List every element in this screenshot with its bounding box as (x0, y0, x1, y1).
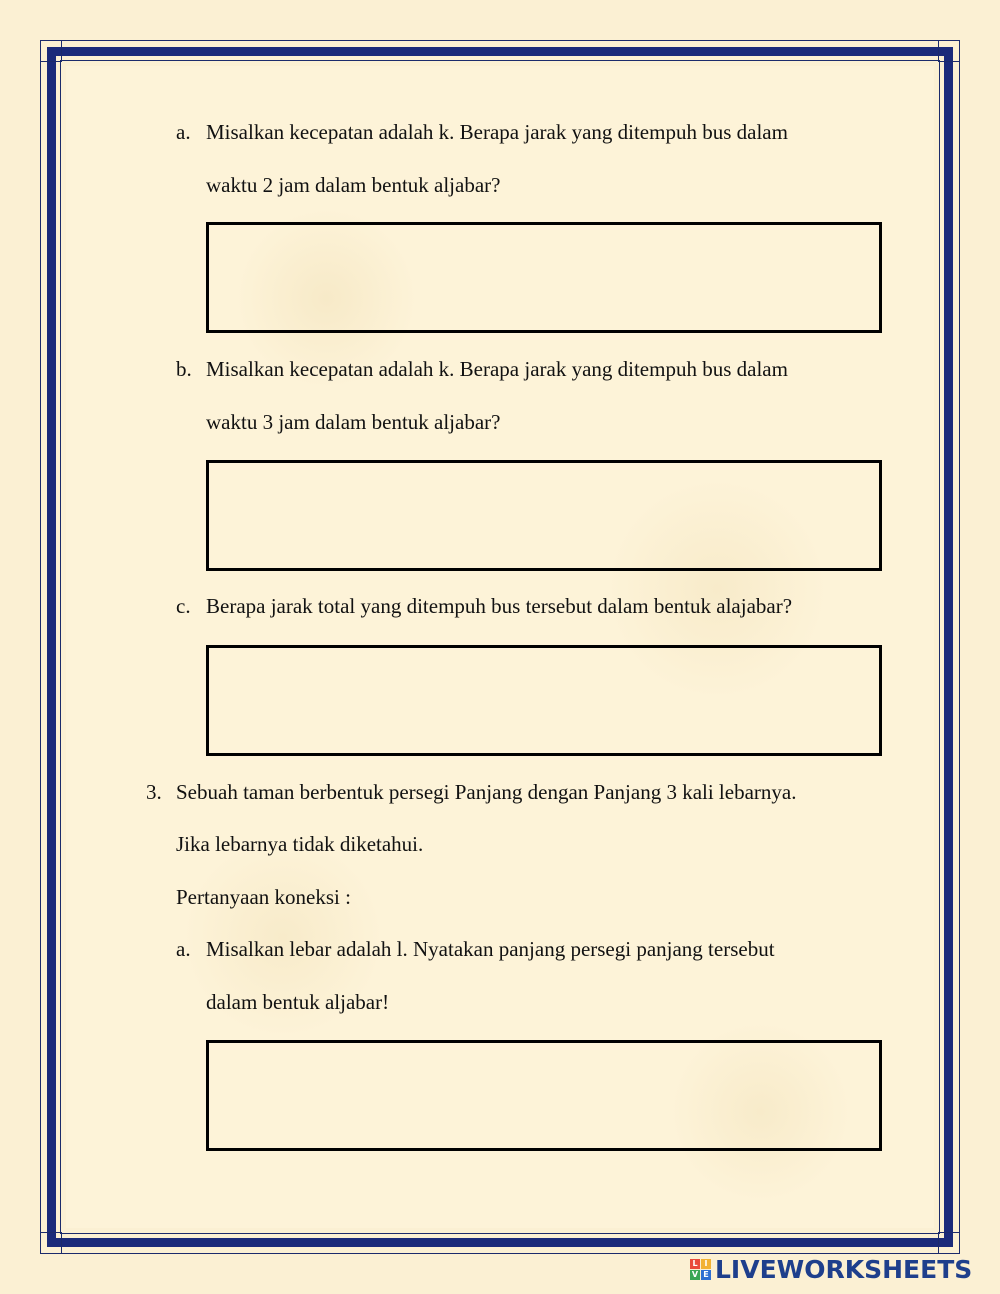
question-3-line-2: Jika lebarnya tidak diketahui. (176, 832, 424, 856)
question-c-text-1: Berapa jarak total yang ditempuh bus tersebut dalam bentuk alajabar? (206, 594, 793, 618)
logo-tile-l: L (690, 1259, 700, 1269)
answer-box-c[interactable] (206, 645, 882, 756)
question-3-line-1 (146, 779, 796, 805)
liveworksheets-logo-icon (690, 1259, 711, 1280)
question-a-line-1 (176, 119, 788, 145)
question-c-line-1 (176, 593, 792, 619)
question-3a-text-1: Misalkan lebar adalah l. Nyatakan panjang persegi panjang tersebut (206, 937, 775, 961)
frame-corner-ornament (40, 1232, 62, 1254)
question-b-line-1 (176, 356, 788, 382)
question-a-text-1: Misalkan kecepatan adalah k. Berapa jarak yang ditempuh bus dalam (206, 120, 788, 144)
answer-box-a[interactable] (206, 222, 882, 333)
question-3a-line-1 (176, 936, 775, 962)
question-b-marker: b. (176, 357, 192, 381)
logo-tile-i: I (701, 1259, 711, 1269)
question-3-marker: 3. (146, 780, 162, 804)
answer-box-b[interactable] (206, 460, 882, 571)
answer-box-3a[interactable] (206, 1040, 882, 1151)
liveworksheets-brand[interactable] (690, 1254, 972, 1284)
question-a-marker: a. (176, 120, 191, 144)
question-3-line-3: Pertanyaan koneksi : (176, 885, 351, 909)
question-3a-line-2: dalam bentuk aljabar! (206, 990, 390, 1014)
liveworksheets-wordmark: LIVEWORKSHEETS (715, 1254, 973, 1284)
logo-tile-e: E (701, 1270, 711, 1280)
question-3-text-1: Sebuah taman berbentuk persegi Panjang dengan Panjang 3 kali lebarnya. (176, 780, 797, 804)
logo-tile-v: V (691, 1269, 699, 1279)
question-c-marker: c. (176, 594, 191, 618)
question-b-text-1: Misalkan kecepatan adalah k. Berapa jarak yang ditempuh bus dalam (206, 357, 788, 381)
frame-corner-ornament (938, 40, 960, 62)
question-b-line-2: waktu 3 jam dalam bentuk aljabar? (206, 410, 501, 434)
frame-corner-ornament (938, 1232, 960, 1254)
question-3a-marker: a. (176, 937, 191, 961)
frame-corner-ornament (40, 40, 62, 62)
question-a-line-2: waktu 2 jam dalam bentuk aljabar? (206, 173, 501, 197)
